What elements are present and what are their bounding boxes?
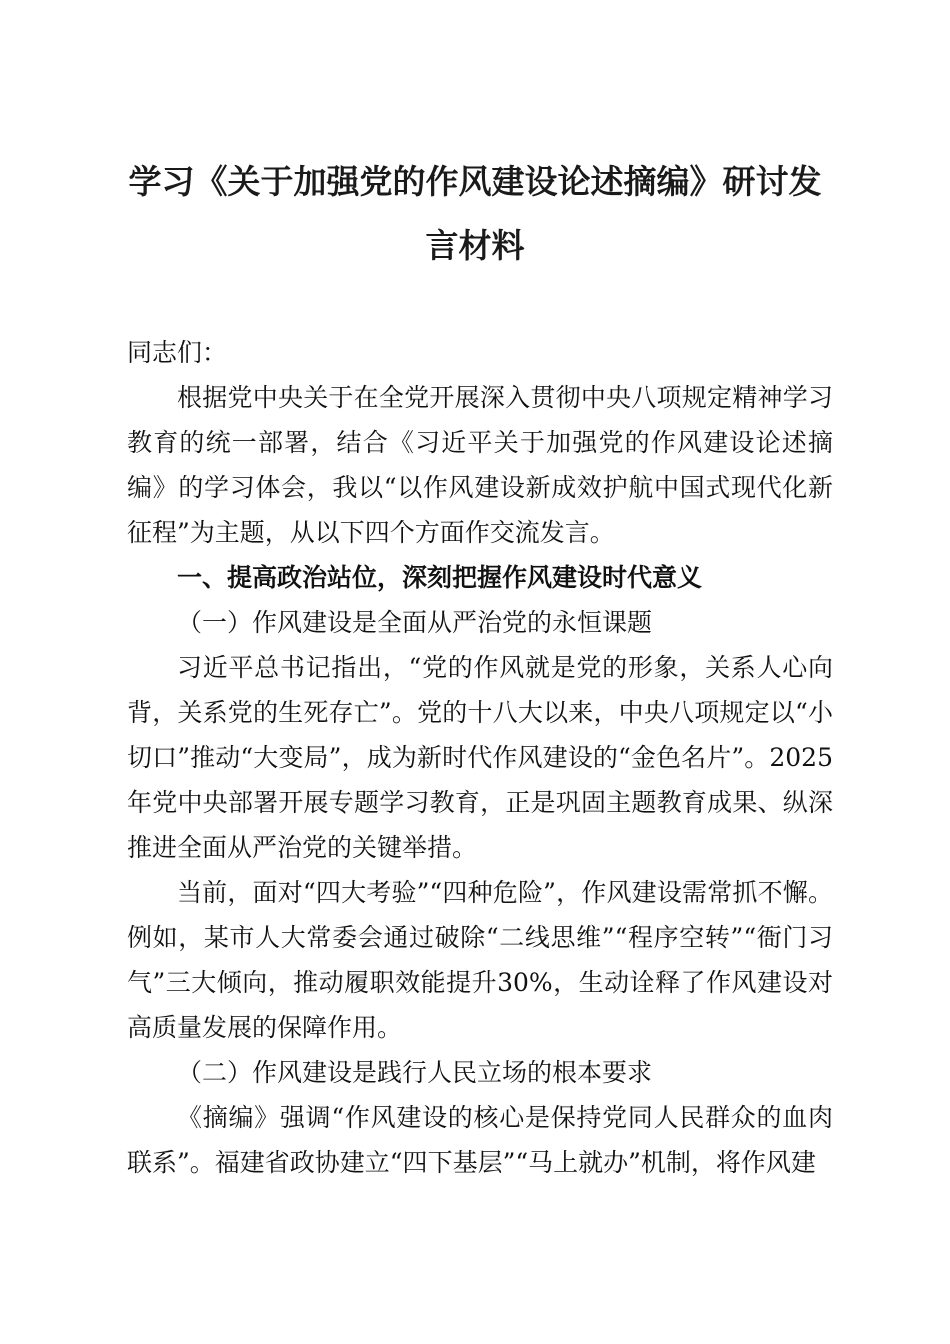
document-title: 学习《关于加强党的作风建设论述摘编》研讨发言材料 [128, 162, 822, 265]
intro-paragraph: 根据党中央关于在全党开展深入贯彻中央八项规定精神学习教育的统一部署，结合《习近平关于加强党的作风建设论述摘编》的学习体会，我以“以作风建设新成效护航中国式现代化新征程”为主题，从以下四个方面作交流发言。 [127, 383, 833, 547]
salutation: 同志们： [127, 338, 228, 367]
body-paragraph: 《摘编》强调“作风建设的核心是保持党同人民群众的血肉联系”。福建省政协建立“四下基层”“马上就办”机制，将作风建 [127, 1103, 833, 1177]
subsection-heading: （一）作风建设是全面从严治党的永恒课题 [177, 608, 653, 637]
document-body [127, 330, 833, 1185]
subsection-heading: （二）作风建设是践行人民立场的根本要求 [177, 1058, 653, 1087]
body-paragraph: 当前，面对“四大考验”“四种危险”，作风建设需常抓不懈。例如，某市人大常委会通过破除“二线思维”“程序空转”“衙门习气”三大倾向，推动履职效能提升30%，生动诠释了作风建设对高质量发展的保障作用。 [127, 878, 833, 1042]
section-heading: 一、提高政治站位，深刻把握作风建设时代意义 [177, 563, 703, 592]
body-paragraph: 习近平总书记指出，“党的作风就是党的形象，关系人心向背，关系党的生死存亡”。党的十八大以来，中央八项规定以“小切口”推动“大变局”，成为新时代作风建设的“金色名片”。2025年党中央部署开展专题学习教育，正是巩固主题教育成果、纵深推进全面从严治党的关键举措。 [127, 653, 833, 862]
